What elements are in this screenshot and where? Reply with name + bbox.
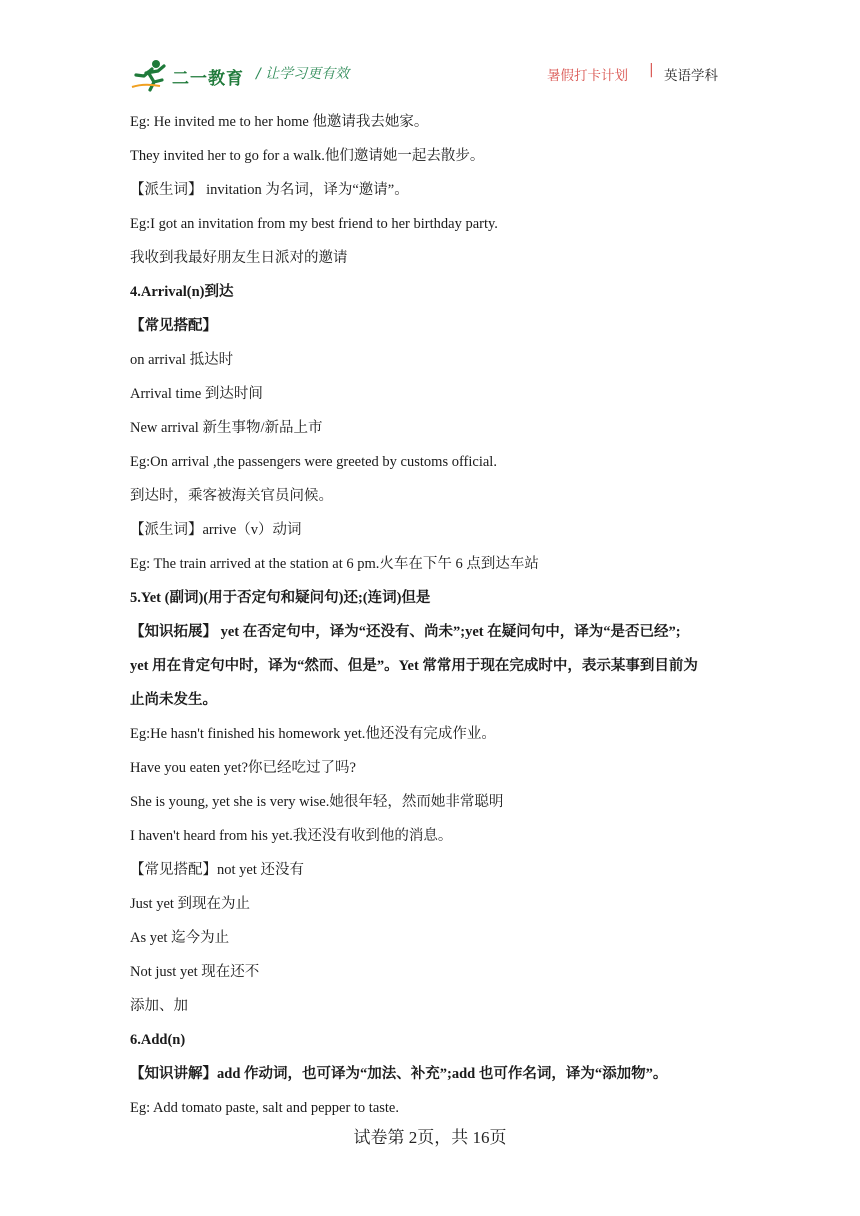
text-line: Eg:On arrival ,the passengers were greeted by customs official.: [130, 454, 497, 470]
text-line: Eg: Add tomato paste, salt and pepper to taste.: [130, 1100, 399, 1116]
text-line: As yet 迄今为止: [130, 930, 230, 946]
text-line: Not just yet 现在还不: [130, 964, 260, 980]
text-line: 【派生词】 invitation 为名词，译为“邀请”。: [130, 182, 409, 198]
text-line: 我收到我最好朋友生日派对的邀请: [130, 250, 348, 266]
text-line: New arrival 新生事物/新品上市: [130, 420, 323, 436]
text-line: They invited her to go for a walk.他们邀请她一起去散步。: [130, 148, 485, 164]
text-line: 【知识拓展】 yet 在否定句中，译为“还没有、尚未”;yet 在疑问句中，译为“是否已经”;: [130, 624, 681, 640]
text-line: 6.Add(n): [130, 1032, 186, 1048]
text-line: Eg: The train arrived at the station at 6 pm.火车在下午 6 点到达车站: [130, 556, 539, 572]
logo: [130, 58, 250, 92]
text-line: 【常见搭配】: [130, 318, 217, 334]
text-line: 添加、加: [130, 998, 188, 1014]
text-line: 【知识讲解】add 作动词，也可译为“加法、补充”;add 也可作名词，译为“添加物”。: [130, 1066, 668, 1082]
text-line: Have you eaten yet?你已经吃过了吗?: [130, 760, 356, 776]
slogan: / 让学习更有效: [256, 66, 350, 82]
page-footer: 试卷第 2页，共 16页: [353, 1128, 507, 1147]
text-line: Eg:He hasn't finished his homework yet.他还没有完成作业。: [130, 726, 496, 742]
text-line: I haven't heard from his yet.我还没有收到他的消息。: [130, 828, 453, 844]
subject-label: 英语学科: [664, 68, 718, 84]
logo-text: 二一教育: [172, 69, 244, 89]
page-header: [0, 0, 860, 100]
runner-logo-icon: [130, 58, 172, 92]
text-line: 止尚未发生。: [130, 692, 217, 708]
text-line: yet 用在肯定句中时，译为“然而、但是”。Yet 常常用于现在完成时中，表示某事到目前为: [130, 658, 698, 674]
text-line: Eg: He invited me to her home 他邀请我去她家。: [130, 114, 429, 130]
document-body: [130, 111, 750, 1131]
text-line: Eg:I got an invitation from my best friend to her birthday party.: [130, 216, 498, 232]
text-line: on arrival 抵达时: [130, 352, 234, 368]
text-line: 5.Yet (副词)(用于否定句和疑问句)还;(连词)但是: [130, 590, 431, 606]
text-line: 【常见搭配】not yet 还没有: [130, 862, 304, 878]
header-separator: |: [649, 62, 654, 78]
text-line: 【派生词】arrive（v）动词: [130, 522, 302, 538]
text-line: Just yet 到现在为止: [130, 896, 251, 912]
text-line: Arrival time 到达时间: [130, 386, 263, 402]
text-line: 4.Arrival(n)到达: [130, 284, 234, 300]
plan-label: 暑假打卡计划: [547, 68, 628, 84]
text-line: She is young, yet she is very wise.她很年轻，然而她非常聪明: [130, 794, 504, 810]
text-line: 到达时，乘客被海关官员问候。: [130, 488, 333, 504]
